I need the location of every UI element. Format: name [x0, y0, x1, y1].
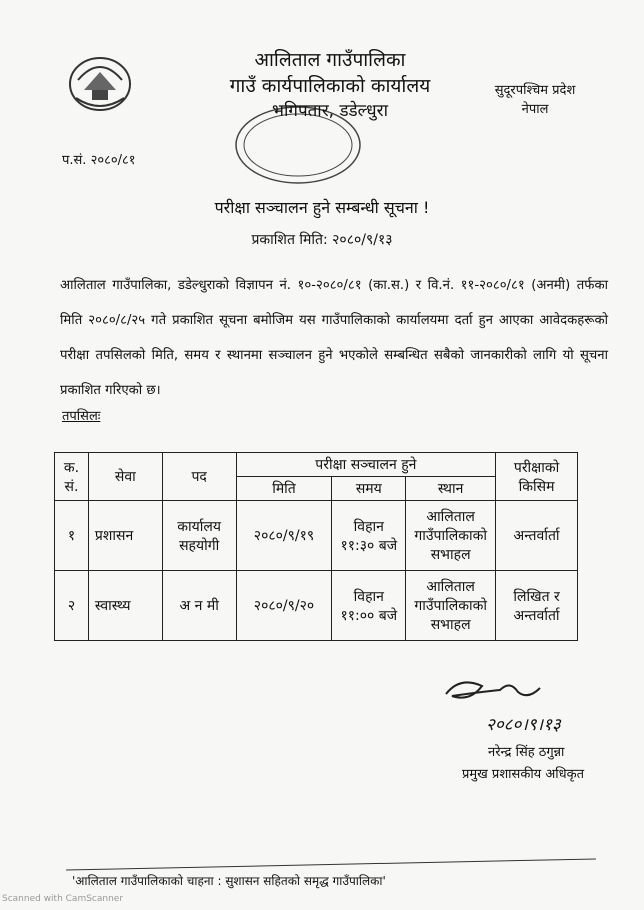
cell-date: २०८०/९/१९ [236, 501, 332, 571]
cell-sn: १ [55, 501, 89, 571]
col-post: पद [162, 453, 236, 501]
header-province: सुदूरपश्चिम प्रदेश [494, 83, 576, 98]
header-country: नेपाल [521, 102, 549, 117]
table-row [55, 571, 578, 641]
signature-icon [440, 672, 550, 712]
footer-slogan: 'आलिताल गाउँपालिकाको चाहना : सुशासन सहितको समृद्ध गाउँपालिका' [72, 874, 386, 888]
col-sn: क. सं. [55, 453, 89, 501]
header-office: गाउँ कार्यपालिकाको कार्यालय [229, 75, 431, 97]
cell-place: आलिताल गाउँपालिकाको सभाहल [406, 501, 496, 571]
signature-date: २०८०।९।१३ [486, 715, 561, 735]
footer-divider [66, 858, 596, 870]
cell-service: स्वास्थ्य [88, 571, 162, 641]
notice-paragraph: आलिताल गाउँपालिका, डडेल्धुराको विज्ञापन नं. १०-२०८०/८१ (का.स.) र वि.नं. ११-२०८०/८१ (अनमी) तर्फका मिति २०८०/८/२५ गते प्रकाशित सूचना बमोजिम यस गाउँपालिकाको कार्यालयमा दर्ता हुन आएका आवेदकहरूको परीक्षा तपसिलको मिति, समय र स्थानमा सञ्चालन हुने भएकोले सम्बन्धित सबैको जानकारीको लागि यो सूचना प्रकाशित गरिएको छ। [60, 278, 608, 398]
col-date: मिति [236, 477, 332, 501]
exam-schedule-table [54, 452, 578, 641]
header-address: भगिपतार, डडेल्धुरा [272, 101, 388, 121]
header-municipality: आलिताल गाउँपालिका [254, 49, 406, 71]
table-header-row [55, 453, 578, 477]
signatory-name: नरेन्द्र सिंह ठगुन्ना [488, 745, 565, 760]
table-row [55, 501, 578, 571]
col-service: सेवा [88, 453, 162, 501]
cell-place: आलिताल गाउँपालिकाको सभाहल [406, 571, 496, 641]
cell-sn: २ [55, 571, 89, 641]
signatory-title: प्रमुख प्रशासकीय अधिकृत [462, 767, 585, 782]
cell-date: २०८०/९/२० [236, 571, 332, 641]
cell-post: अ न मी [162, 571, 236, 641]
col-exam-conduct: परीक्षा सञ्चालन हुने [236, 453, 496, 477]
col-exam-type: परीक्षाको किसिम [496, 453, 578, 501]
cell-time: विहान ११:३० बजे [332, 501, 406, 571]
nepal-emblem-icon [66, 50, 134, 114]
cell-time: विहान ११:०० बजे [332, 571, 406, 641]
col-time: समय [332, 477, 406, 501]
scanner-watermark: Scanned with CamScanner [2, 894, 124, 904]
cell-exam-type: लिखित र अन्तर्वार्ता [496, 571, 578, 641]
col-place: स्थान [406, 477, 496, 501]
cell-post: कार्यालय सहयोगी [162, 501, 236, 571]
details-label: तपसिलः [62, 409, 101, 424]
notice-subject: परीक्षा सञ्चालन हुने सम्बन्धी सूचना ! [214, 198, 430, 217]
reference-number: प.सं. २०८०/८१ [62, 153, 136, 168]
cell-service: प्रशासन [88, 501, 162, 571]
cell-exam-type: अन्तर्वार्ता [496, 501, 578, 571]
published-date: प्रकाशित मिति: २०८०/९/१३ [251, 232, 393, 248]
